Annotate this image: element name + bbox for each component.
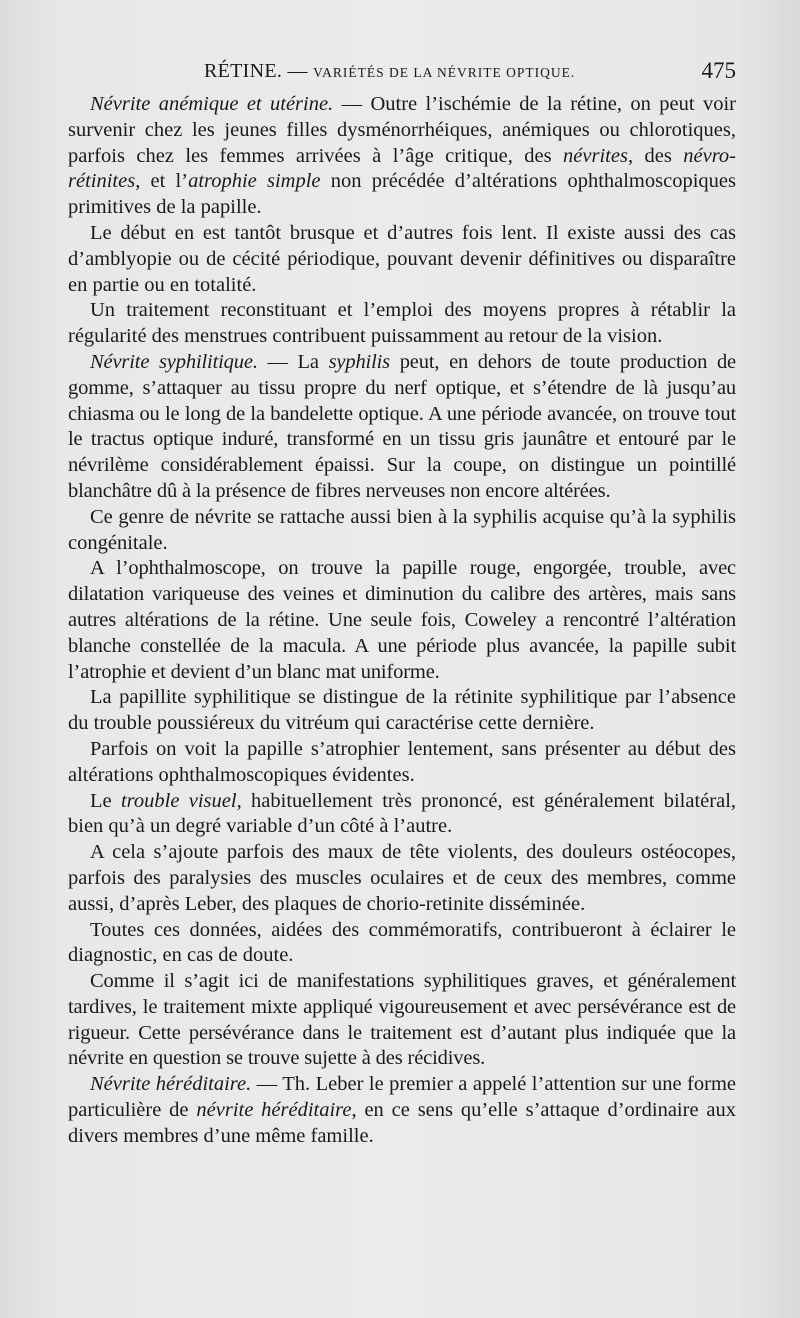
paragraph: Comme il s’agit ici de manifestations syphilitiques graves, et généralement tardives, le traitement mixte appliqué vigoureusement et avec persévérance est de rigueur. Cette persévérance dans le traitement est d’autant plus indiquée que la névrite en question se trouve sujette à des récidives. xyxy=(68,970,736,1070)
section-heading: Névrite héréditaire. xyxy=(90,1073,252,1096)
paragraph: Ce genre de névrite se rattache aussi bien à la syphilis acquise qu’à la syphilis congénitale. xyxy=(68,505,736,554)
paragraph: Toutes ces données, aidées des commémoratifs, contribueront à éclairer le diagnostic, en cas de doute. xyxy=(68,918,736,967)
header-dash: — xyxy=(287,60,308,82)
paragraph-nevrite-syphilitique: Névrite syphilitique. — La syphilis peut, en dehors de toute production de gomme, s’attaquer au tissu propre du nerf optique, et s’étendre de là jusqu’au chiasma ou le long de la bandelette optique. A une période avancée, on trouve tout le tractus optique induré, transformé en un tissu gris jaunâtre et entouré par le névrilème considérablement épaissi. Sur la coupe, on distingue un pointillé blanchâtre dû à la présence de fibres nerveuses non encore altérées. xyxy=(68,350,736,502)
section-heading: Névrite anémique et utérine. xyxy=(90,93,334,115)
paragraph: Parfois on voit la papille s’atrophier lentement, sans présenter au début des altérations ophthalmoscopiques évidentes. xyxy=(68,737,736,786)
body-text xyxy=(68,92,736,1150)
paragraph: Le début en est tantôt brusque et d’autres fois lent. Il existe aussi des cas d’amblyopie ou de cécité périodique, pouvant devenir définitives ou disparaître en partie ou en totalité. xyxy=(68,221,736,296)
paragraph: Le trouble visuel, habituellement très prononcé, est généralement bilatéral, bien qu’à un degré variable d’un côté à l’autre. xyxy=(68,789,737,838)
paragraph-nevrite-anemique: Névrite anémique et utérine. — Outre l’ischémie de la rétine, on peut voir survenir chez les jeunes filles dysménorrhéiques, anémiques ou chlorotiques, parfois chez les femmes arrivées à l’âge critique, des névrites, des névro-rétinites, et l’atrophie simple non précédée d’altérations ophthalmoscopiques primitives de la papille. xyxy=(68,93,737,219)
paragraph: A l’ophthalmoscope, on trouve la papille rouge, engorgée, trouble, avec dilatation variqueuse des veines et diminution du calibre des artères, mais sans autres altérations de la rétine. Une seule fois, Coweley a rencontré l’altération blanche constellée de la macula. A une période plus avancée, la papille subit l’atrophie et devient d’un blanc mat uniforme. xyxy=(68,557,736,683)
section-title: RÉTINE. xyxy=(204,60,283,82)
paragraph-nevrite-hereditaire: Névrite héréditaire. — Th. Leber le premier a appelé l’attention sur une forme particulière de névrite héréditaire, en ce sens qu’elle s’attaque d’ordinaire aux divers membres d’une même famille. xyxy=(68,1073,736,1147)
section-heading: Névrite syphilitique. xyxy=(90,350,258,373)
running-header xyxy=(68,58,736,88)
section-subtitle: VARIÉTÉS DE LA NÉVRITE OPTIQUE. xyxy=(313,65,576,80)
paragraph: Un traitement reconstituant et l’emploi des moyens propres à rétablir la régularité des menstrues contribuent puissamment au retour de la vision. xyxy=(68,299,736,348)
running-title xyxy=(204,60,575,83)
paragraph: A cela s’ajoute parfois des maux de tête violents, des douleurs ostéocopes, parfois des paralysies des muscles oculaires et de ceux des membres, comme aussi, d’après Leber, des plaques de chorio-retinite disséminée. xyxy=(68,841,736,915)
paragraph: La papillite syphilitique se distingue de la rétinite syphilitique par l’absence du trouble poussiéreux du vitréum qui caractérise cette dernière. xyxy=(68,686,736,735)
page-number: 475 xyxy=(701,58,736,83)
